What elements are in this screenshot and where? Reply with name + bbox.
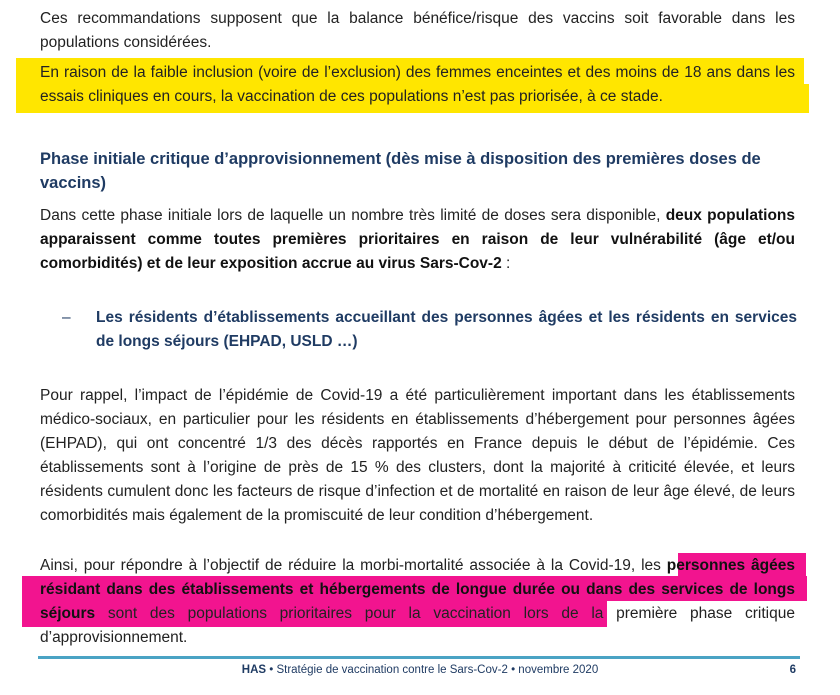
para5-highlight-end: sont des populations prioritaires pour la vaccination <box>95 605 511 622</box>
page-footer <box>0 664 840 676</box>
bullet-item-residents <box>62 306 797 354</box>
footer-separator-2: • <box>507 664 519 676</box>
footer-title: Stratégie de vaccination contre le Sars-Cov-2 <box>276 664 508 676</box>
para3-bold: deux populations apparaissent comme toutes premières prioritaires en raison de leur vulnérabilité (âge et/ou comorbidités) et de leur exposition accrue au virus Sars-Cov-2 <box>40 207 795 272</box>
footer-rule <box>38 656 800 659</box>
para3-end: : <box>501 255 511 272</box>
bullet-text: Les résidents d’établissements accueillant des personnes âgées et les résidents en services de longs séjours (EHPAD, USLD …) <box>96 309 797 350</box>
para3-start: Dans cette phase initiale lors de laquelle un nombre très limité de doses sera disponible, <box>40 207 666 224</box>
paragraph-exclusion: En raison de la faible inclusion (voire de l’exclusion) des femmes enceintes et des moins de 18 ans dans les essais cliniques en cours, la vaccination de ces populations n’est pas priorisée, à ce stade. <box>40 64 795 105</box>
paragraph-balance: Ces recommandations supposent que la balance bénéfice/risque des vaccins soit favorable dans les populations considérées. <box>40 10 795 51</box>
para5-bold: personnes âgées résidant dans des établissements et hébergements de longue durée ou dans des services de longs séjours <box>40 557 795 622</box>
paragraph-impact: Pour rappel, l’impact de l’épidémie de Covid-19 a été particulièrement important dans les établissements médico-sociaux, en particulier pour les résidents en établissements d’hébergement pour personnes âgées (EHPAD), qui ont concentré 1/3 des décès rapportés en France depuis le début de l’épidémie. Ces établissements sont à l’origine de près de 15 % des clusters, dont la majorité à criticité élevée, et leurs résidents cumulent donc les facteurs de risque d’infection et de mortalité en raison de leur âge élevé, de leurs comorbidités mais également de la promiscuité de leur condition d’hébergement. <box>40 387 795 524</box>
paragraph-conclusion <box>40 554 795 650</box>
para5-end: lors de la première phase critique d’approvisionnement. <box>40 605 795 646</box>
footer-brand: HAS <box>241 664 267 676</box>
para5-start: Ainsi, pour répondre à l’objectif de réduire la morbi-mortalité associée à la Covid-19, <box>40 557 642 574</box>
page-number: 6 <box>789 664 796 676</box>
paragraph-initial-phase <box>40 204 795 276</box>
section-heading: Phase initiale critique d’approvisionnement (dès mise à disposition des premières doses de vaccins) <box>40 150 761 192</box>
footer-separator-1: • <box>266 664 277 676</box>
footer-date: novembre 2020 <box>518 664 599 676</box>
bullet-dash: – <box>62 309 71 326</box>
para5-highlight-start: les <box>641 557 667 574</box>
